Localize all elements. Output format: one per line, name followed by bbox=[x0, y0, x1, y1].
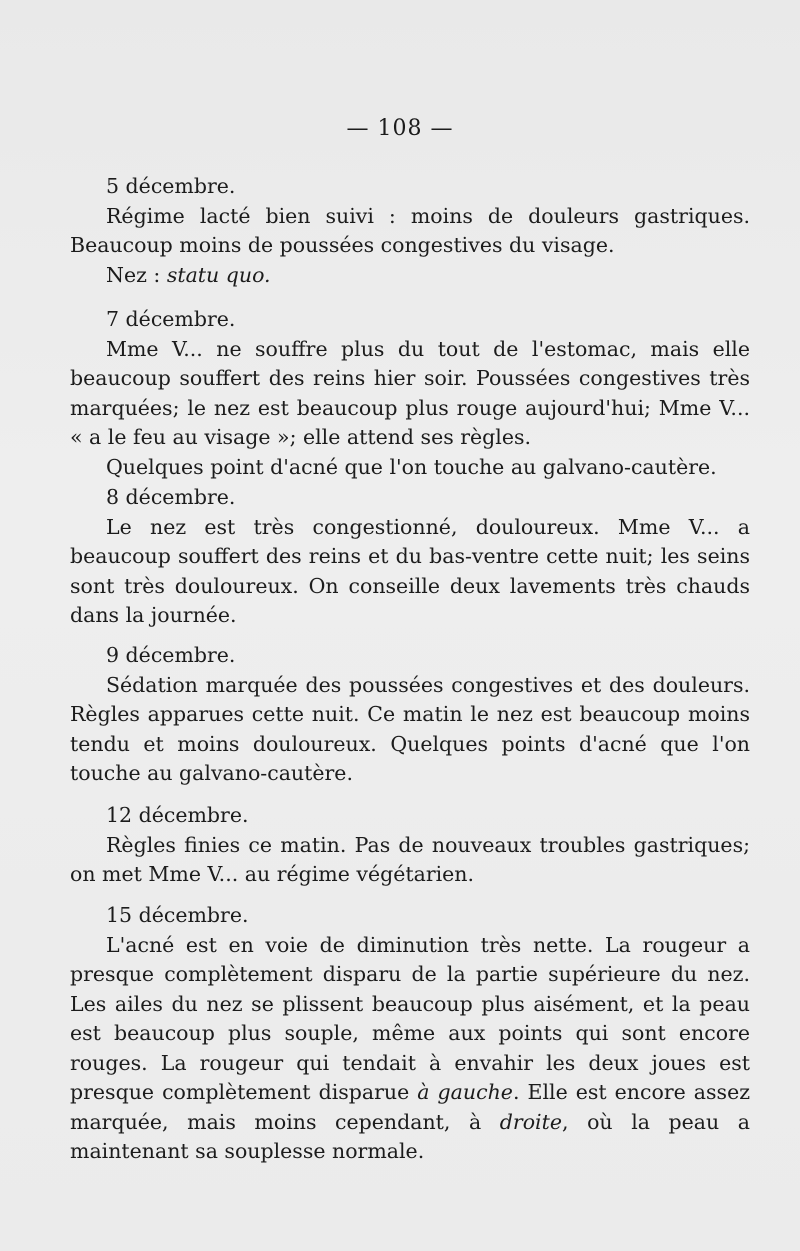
italic-text: droite bbox=[499, 1109, 562, 1134]
entry-date: 5 décembre. bbox=[106, 174, 236, 198]
entry-text: Nez : statu quo. bbox=[106, 262, 271, 287]
entry-text: Le nez est très congestionné, douloureux. Mme V... a beaucoup souffert des reins et du bas-ventre cette nuit; les seins sont très douloureux. On conseille deux lavements très chauds dans la journée. bbox=[70, 514, 750, 627]
entry-date: 15 décembre. bbox=[106, 903, 249, 927]
journal-entry bbox=[70, 172, 750, 290]
journal-entry bbox=[70, 801, 750, 890]
page-number: — 108 — bbox=[346, 116, 454, 141]
italic-text: à gauche bbox=[417, 1080, 513, 1104]
journal-entry bbox=[70, 483, 750, 631]
entry-date: 9 décembre. bbox=[106, 643, 236, 667]
entry-text: L'acné est en voie de diminution très nette. La rougeur a presque complètement disparu de la partie supérieure du nez. Les ailes du nez se plissent beaucoup plus aisément, et la peau est beaucoup plus souple, même aux points qui sont encore rouges. La rougeur qui tendait à envahir les deux joues est presque complètement disparue à gauche. Elle est encore assez marquée, mais moins cependant, à droite, où la peau a maintenant sa souplesse normale. bbox=[70, 932, 751, 1163]
entry-text: Régime lacté bien suivi : moins de douleurs gastriques. Beaucoup moins de poussées congestives du visage. bbox=[70, 203, 750, 257]
entry-date: 7 décembre. bbox=[106, 307, 236, 331]
entry-date: 8 décembre. bbox=[106, 485, 236, 509]
entry-text: Règles finies ce matin. Pas de nouveaux troubles gastriques; on met Mme V... au régime végétarien. bbox=[70, 832, 750, 886]
entry-text: Mme V... ne souffre plus du tout de l'estomac, mais elle beaucoup souffert des reins hier soir. Poussées congestives très marquées; le nez est beaucoup plus rouge aujourd'hui; Mme V... « a le feu au visage »; elle attend ses règles. bbox=[70, 336, 750, 449]
entry-text: Sédation marquée des poussées congestives et des douleurs. Règles apparues cette nuit. Ce matin le nez est beaucoup moins tendu et moins douloureux. Quelques points d'acné que l'on touche au galvano-cautère. bbox=[70, 672, 750, 785]
entry-date: 12 décembre. bbox=[106, 803, 249, 827]
journal-entry bbox=[70, 305, 750, 482]
italic-text: statu quo. bbox=[166, 262, 271, 287]
journal-entry bbox=[70, 901, 750, 1167]
journal-entry bbox=[70, 641, 750, 789]
entry-text: Quelques point d'acné que l'on touche au galvano-cautère. bbox=[106, 454, 717, 479]
